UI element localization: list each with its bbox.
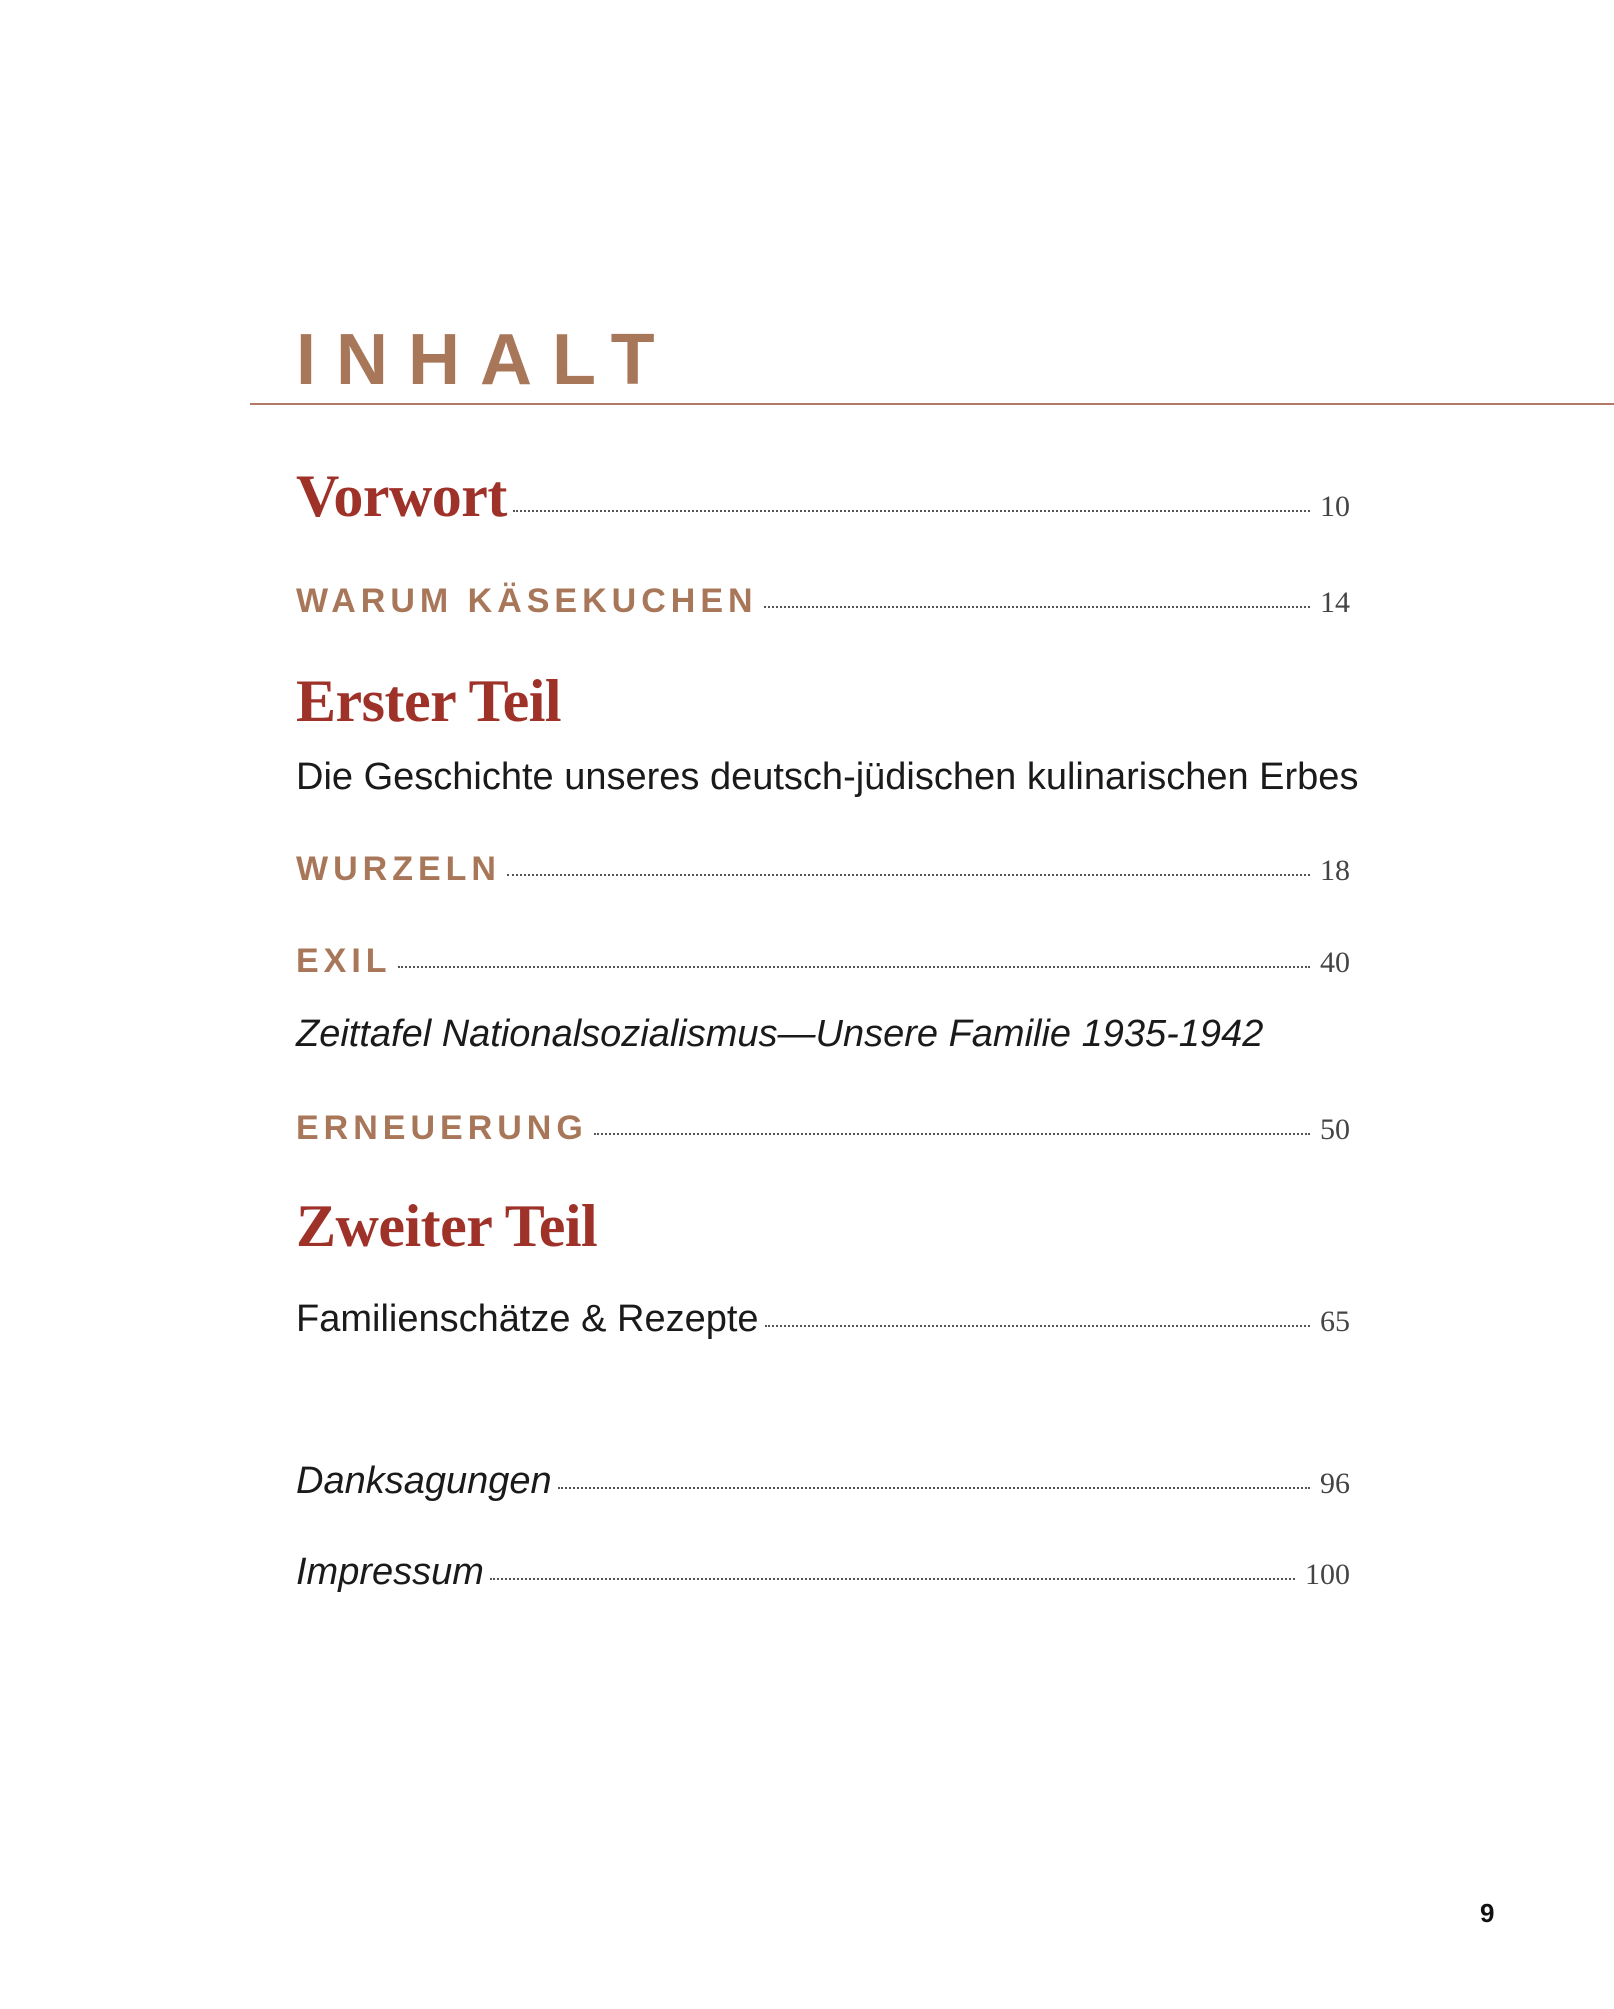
toc-entry-exil[interactable] — [296, 942, 1350, 981]
toc-entry-page: 96 — [1320, 1467, 1350, 1500]
toc-entry-warum-kaesekuchen[interactable] — [296, 582, 1350, 621]
toc-entry-wurzeln[interactable] — [296, 850, 1350, 889]
toc-entry-title: EXIL — [296, 942, 392, 980]
toc-entry-title: WURZELN — [296, 850, 501, 888]
toc-heading: INHALT — [296, 320, 675, 400]
part-title-zweiter-teil: Zweiter Teil — [296, 1193, 598, 1259]
dot-leader — [398, 966, 1310, 968]
dot-leader — [594, 1133, 1310, 1135]
part-title-erster-teil: Erster Teil — [296, 668, 562, 734]
toc-entry-page: 65 — [1320, 1305, 1350, 1338]
dot-leader — [507, 874, 1310, 876]
toc-entry-vorwort[interactable] — [296, 462, 1350, 531]
dot-leader — [764, 606, 1310, 608]
toc-entry-title: Vorwort — [296, 463, 507, 529]
toc-entry-erneuerung[interactable] — [296, 1109, 1350, 1148]
toc-entry-page: 50 — [1320, 1113, 1350, 1146]
toc-entry-page: 18 — [1320, 854, 1350, 887]
page-number: 9 — [1480, 1898, 1495, 1928]
toc-entry-title: Impressum — [296, 1551, 484, 1593]
toc-entry-page: 40 — [1320, 946, 1350, 979]
dot-leader — [513, 510, 1310, 512]
toc-entry-familienschaetze[interactable] — [296, 1298, 1350, 1341]
toc-entry-title: WARUM KÄSEKUCHEN — [296, 582, 758, 620]
dot-leader — [558, 1487, 1310, 1489]
dot-leader — [490, 1578, 1295, 1580]
toc-entry-title: Danksagungen — [296, 1460, 552, 1502]
toc-entry-page: 100 — [1305, 1558, 1350, 1591]
toc-entry-page: 14 — [1320, 586, 1350, 619]
toc-entry-title: Familienschätze & Rezepte — [296, 1298, 759, 1340]
toc-entry-page: 10 — [1320, 490, 1350, 523]
dot-leader — [765, 1325, 1310, 1327]
toc-entry-danksagungen[interactable] — [296, 1460, 1350, 1503]
toc-entry-title: ERNEUERUNG — [296, 1109, 588, 1147]
heading-rule — [250, 403, 1614, 405]
toc-entry-impressum[interactable] — [296, 1551, 1350, 1594]
part-subtitle-erster-teil: Die Geschichte unseres deutsch-jüdischen kulinarischen Erbes — [296, 756, 1359, 798]
toc-entry-zeittafel[interactable]: Zeittafel Nationalsozialismus—Unsere Familie 1935-1942 — [296, 1013, 1264, 1055]
